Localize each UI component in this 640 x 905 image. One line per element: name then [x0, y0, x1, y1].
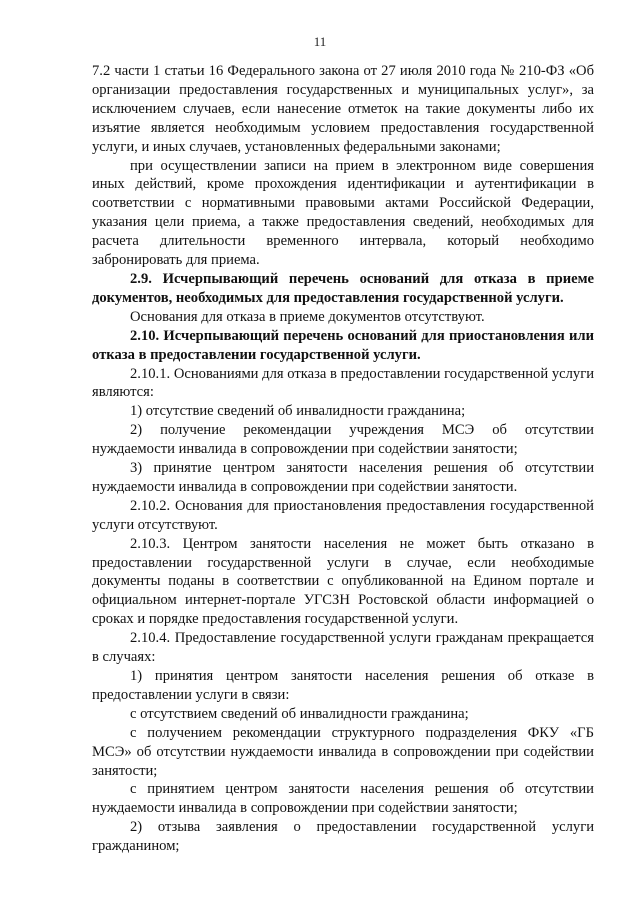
- list-item-3: 3) принятие центром занятости населения решения об отсутствии нуждаемости инвалида в сопровождении при содействии занятости.: [92, 460, 594, 495]
- clause-2-10-3: 2.10.3. Центром занятости населения не может быть отказано в предоставлении государственной услуги в случае, если необходимые документы поданы в соответствии с опубликованной на Едином портале и официальном интернет-портале УГСЗН Ростовской области информацией о сроках и порядке предоставления государственной услуги.: [92, 535, 594, 628]
- clause-2-10-4: 2.10.4. Предоставление государственной услуги гражданам прекращается в случаях:: [92, 630, 594, 666]
- paragraph-electronic-record: при осуществлении записи на прием в электронном виде совершения иных действий, кроме прохождения идентификации и аутентификации в соответствии с нормативными правовыми актами Российской Федерации, указания цели приема, а также предоставления сведений, необходимых для расчета длительности временного интервала, который необходимо забронировать для приема.: [92, 157, 594, 269]
- paragraph-continuation: 7.2 части 1 статьи 16 Федерального закона от 27 июля 2010 года № 210-ФЗ «Об организации предоставления государственных и муниципальных услуг», за исключением случаев, если нанесение отметок на такие документы либо их изъятие является необходимым условием предоставления государственной услуги, и иных случаев, установленных федеральными законами;: [92, 63, 594, 155]
- clause-2-10-1: 2.10.1. Основаниями для отказа в предоставлении государственной услуги являются:: [92, 365, 594, 401]
- termination-subitem-b: с получением рекомендации структурного подразделения ФКУ «ГБ МСЭ» об отсутствии нуждаемости инвалида в сопровождении при содействии занятости;: [92, 724, 594, 779]
- document-body: [92, 62, 594, 856]
- clause-2-10-2: 2.10.2. Основания для приостановления предоставления государственной услуги отсутствуют.: [92, 497, 594, 533]
- page-number: 11: [313, 34, 327, 49]
- termination-subitem-c: с принятием центром занятости населения решения об отсутствии нуждаемости инвалида в сопровождении при содействии занятости;: [92, 781, 594, 817]
- list-item-2: 2) получение рекомендации учреждения МСЭ об отсутствии нуждаемости инвалида в сопровождении при содействии занятости;: [92, 422, 594, 458]
- section-heading-2-10: 2.10. Исчерпывающий перечень оснований для приостановления или отказа в предоставлении государственной услуги.: [92, 327, 594, 363]
- termination-item-1: 1) принятия центром занятости населения решения об отказе в предоставлении услуги в связи:: [92, 668, 594, 703]
- paragraph-no-grounds: Основания для отказа в приеме документов отсутствуют.: [130, 308, 485, 325]
- termination-item-2: 2) отзыва заявления о предоставлении государственной услуги гражданином;: [92, 819, 594, 855]
- list-item-1: 1) отсутствие сведений об инвалидности гражданина;: [130, 403, 466, 420]
- termination-subitem-a: с отсутствием сведений об инвалидности гражданина;: [130, 705, 469, 722]
- section-heading-2-9: 2.9. Исчерпывающий перечень оснований для отказа в приеме документов, необходимых для предоставления государственной услуги.: [92, 270, 594, 306]
